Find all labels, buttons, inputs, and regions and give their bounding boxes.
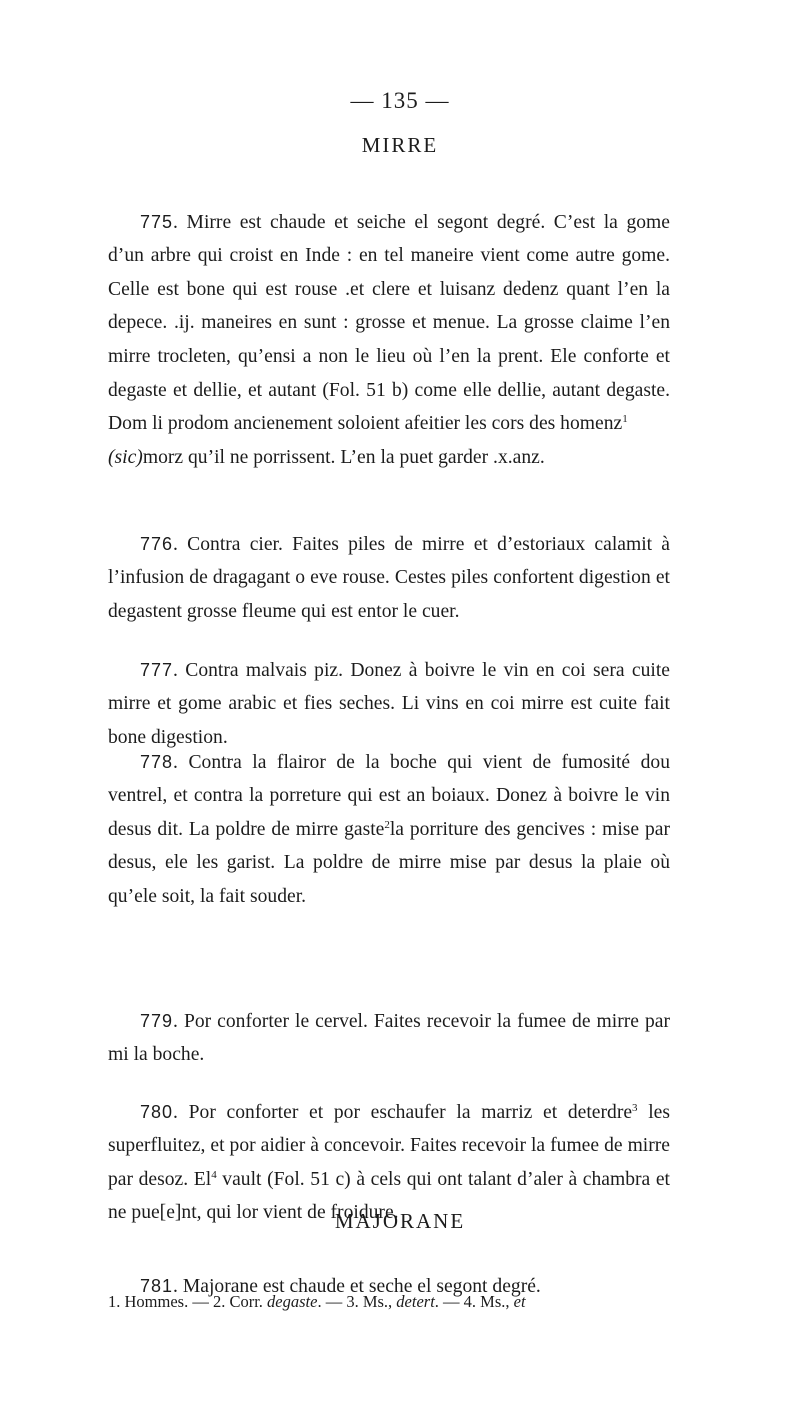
footnote-ref: 4 <box>211 1168 217 1181</box>
section-title-mirre: MIRRE <box>361 133 439 157</box>
entry-777 <box>108 654 670 755</box>
entry-number: 781 <box>140 1275 174 1296</box>
entry-number: 775 <box>140 211 174 232</box>
sic-note: (sic) <box>108 446 143 468</box>
entry-778 <box>108 746 670 914</box>
entry-text-end: vault (Fol. 51 c) à cels qui ont talant d’aler à chambra et ne pue[e]nt, qui lor vient de froidure. <box>108 1168 670 1224</box>
footnote-ref: 2 <box>384 818 390 831</box>
footnote-3-italic: detert <box>392 1292 435 1311</box>
footnote-3: . — 3. Ms., <box>317 1292 393 1311</box>
entry-text: . Mirre est chaude et seiche el segont degré. C’est la gome d’un arbre qui croist en Inde : en tel maneire vient come autre gome. Celle est bone qui est rouse .et clere et luisanz dedenz quant l’en la depece. .ij. maneires en sunt : grosse et menue. La grosse claime l’en mirre trocleten, qu’ensi a non le lieu où l’en la prent. Ele conforte et degaste et dellie, et autant (Fol. 51 b) come elle dellie, autant degaste. Dom li prodom ancienement soloient afeitier les cors des homenz <box>108 211 670 435</box>
page-number: — 135 — <box>350 88 450 113</box>
entry-text: . Majorane est chaude et seche el segont degré. <box>173 1275 541 1297</box>
footnote-4: . — 4. Ms., <box>434 1292 514 1311</box>
entry-number: 780 <box>140 1101 174 1122</box>
entry-775 <box>108 206 670 475</box>
entry-text: . Contra malvais piz. Donez à boivre le vin en coi sera cuite mirre et gome arabic et fies seches. Li vins en coi mirre est cuite fait bone digestion. <box>108 659 670 748</box>
footnote-2-italic: degaste <box>267 1292 318 1311</box>
footnote-1: 1. Hommes. — 2. Corr. <box>108 1292 268 1311</box>
entry-text: . Contra cier. Faites piles de mirre et d’estoriaux calamit à l’infusion de dragagant o eve rouse. Cestes piles confortent digestion et degastent grosse fleume qui est entor le cuer. <box>108 533 670 622</box>
entry-776 <box>108 528 670 629</box>
entry-text-cont: les superfluitez, et por aidier à concevoir. Faites recevoir la fumee de mirre par desoz. El <box>108 1101 670 1190</box>
entry-number: 779 <box>140 1010 174 1031</box>
footnote-ref: 1 <box>622 413 628 426</box>
entry-text-cont: la porriture des gencives : mise par desus, ele les garist. La poldre de mirre mise par desus la plaie où qu’ele soit, la fait souder. <box>108 818 671 907</box>
entry-779 <box>108 1005 670 1072</box>
entry-text: . Por conforter le cervel. Faites recevoir la fumee de mirre par mi la boche. <box>108 1010 670 1066</box>
entry-text: . Por conforter et por eschaufer la marriz et deterdre <box>173 1101 633 1123</box>
footnote-4-italic: et <box>513 1292 526 1311</box>
footnotes <box>108 1290 688 1314</box>
entry-number: 777 <box>140 659 174 680</box>
footnote-ref: 3 <box>632 1101 638 1114</box>
entry-number: 778 <box>140 751 174 772</box>
entry-text: . Contra la flairor de la boche qui vient de fumosité dou ventrel, et contra la porreture qui est an boiaux. Donez à boivre le vin desus dit. La poldre de mirre gaste <box>108 751 670 840</box>
entry-text-cont: morz qu’il ne porrissent. L’en la puet garder .x.anz. <box>142 446 545 468</box>
entry-number: 776 <box>140 533 174 554</box>
section-title-majorane: MAJORANE <box>334 1209 466 1233</box>
